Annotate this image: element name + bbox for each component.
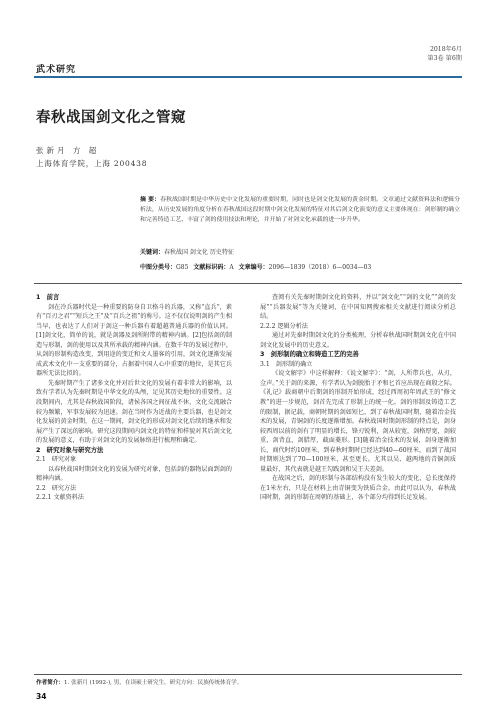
- body-column-left: [36, 293, 232, 503]
- doc-code-label: 文献标识码：: [193, 264, 230, 271]
- body-paragraph: 先秦时期产生了诸多文化并对后世文化的发展有着非常大的影响，以致有学者认为先秦时期是中华文化的头颅，足见其历史地位的重要性。这段期间内，尤其是春秋战国阶段，诸侯各国之间征战不休，文化交流融合较为频繁，军事发展较为迅速。剑在当时作为近战的主要兵器，也是剑文化发展的黄金时期，在这一期间，剑文化的形成对剑文化后续的继承和发展产生了深远的影响。研究这段期间内剑文化的特征和样貌对其后剑文化的发展的意义，有助于对剑文化的发展脉络进行梳理和确定。: [36, 379, 232, 445]
- footnote-text: 1. 张新月 (1992-), 男，在读硕士研究生，研究方向：民族传统体育学。: [63, 680, 243, 686]
- abstract-divider: [34, 283, 462, 284]
- issue-date: 2018年6月: [429, 46, 462, 53]
- footnote-divider: [34, 674, 462, 675]
- doc-code-value: A: [229, 264, 234, 271]
- subsection-heading: 2.1 研究对象: [36, 456, 77, 464]
- classification-line: [140, 262, 371, 271]
- body-paragraph: 剑在冷兵器时代是一种重要的防身自卫格斗的兵器，又称“直兵”，素有“百刃之君”“短兵之王”及“百兵之祖”的称号。这不仅仅说明剑的产生相当早，也表达了人们对于剑这一种兵器有着超越普通兵器的价值认同。[1]剑文化，简单的说，就是剑器及剑所附带的精神内涵。[2]包括剑的制造与形制，剑的使用以及其所承载的精神内涵。在数千年的发展过程中，从剑的形制构造改变，到用途的变迁和文人墨客的引用，剑文化逐渐发展成武术文化中一支重要的部分，占据着中国人心中重要的地位，是其它兵器所无法比拟的。: [36, 303, 232, 378]
- keywords-text: 春秋战国 剑文化 历史特征: [164, 249, 234, 256]
- journal-column-label: 武术研究: [36, 65, 77, 75]
- clc-label: 中图分类号：: [140, 264, 177, 271]
- author-footnote: [36, 678, 242, 686]
- subsection-heading: 2.2.1 文献资料法: [36, 494, 84, 502]
- page-number: 34: [36, 692, 47, 701]
- subsection-heading: 2.2.2 逻辑分析法: [260, 322, 308, 330]
- body-paragraph: 在战国之后，剑的形制与各部结构没有发生较大的变化，总长度保持在1米左右，只是在材料上由青铜变为铁质合金。由此可以认为，春秋战国时期，剑的形制在周朝的基础上，各个部分均得到长足发展。: [260, 475, 456, 502]
- article-title: 春秋战国剑文化之管窥: [36, 110, 186, 126]
- clc-value: G85: [176, 264, 189, 271]
- abstract-label: 摘 要：: [140, 197, 161, 203]
- article-id-label: 文章编号：: [238, 264, 269, 271]
- body-paragraph: 通过对先秦时期剑文化的分类梳理，分析春秋战国时期剑文化在中国剑文化发展中的历史意义。: [260, 332, 456, 349]
- issue-volume: 第3卷 第6期: [427, 55, 462, 62]
- issue-info: [427, 45, 462, 63]
- subsection-heading: 2.2 研究方法: [36, 484, 77, 492]
- footnote-label: 作者简介：: [36, 680, 64, 686]
- header-divider: [34, 76, 462, 78]
- abstract: [140, 196, 460, 225]
- body-paragraph: 查阅有关先秦时期剑文化的资料，并以“剑文化”“剑的文化”“剑的发展”“兵器发展”等为关键词，在中国知网搜索相关文献进行阅读分析总结。: [260, 294, 456, 321]
- section-heading: 2 研究对象与研究方法: [36, 446, 104, 454]
- section-heading: 3 剑形制的确立和铸造工艺的完善: [260, 351, 359, 359]
- article-id-value: 2096—1839（2018）6—0034—03: [268, 264, 372, 271]
- page-header: [0, 0, 496, 80]
- subsection-heading: 3.1 剑形制的确立: [260, 360, 313, 368]
- abstract-text: 春秋战国时期是中华历史中文化发展的重要时期，同时也是剑文化发展的黄金时期。文章通过文献资料法和逻辑分析法，从历史发展的角度分析在春秋战国这段时期中剑文化发展的特征对其后剑文化演变的意义主要体现在：剑形制的确立和完善铸造工艺、丰富了剑的使用技法和理论，并开始了对剑文化承载的进一步升华。: [140, 197, 460, 223]
- keywords-label: 关键词：: [140, 249, 165, 256]
- body-paragraph: 《说文解字》中这样解释：《说文解字》：“剑，人所带兵也，从刃，佥声。”关于剑的来源，有学者认为剑脱胎于矛和匕首应出现在商殷之际。《礼记》载商朝中后期剑的形制开始形成，经过西周初年周武王的“修文教”的进一步规范，剑首先完成了形制上的统一化。剑的形制及铸造工艺的限制，据记载，商朝时期的剑如短匕，到了春秋战国时期，随着冶金技术的发展，青铜剑的长度逐渐增加。春秋战国时期剑形制的特点是，剑身较西周以前的剑有了明显的增长，锋刃锐利，剑从较宽，剑格厚宽，剑较重，剑背直，剑腊厚，截面菱形。[3]随着冶金技术的发展，剑身逐渐加长，商代时约10厘米，到春秋时期时已经达到40—60厘米，而到了战国时期则达到了70—100厘米，甚至更长。尤其以吴、越两地的青铜剑质量最好，其代表就是越王勾践剑和吴王夫差剑。: [260, 370, 456, 473]
- body-paragraph: 以春秋战国时期剑文化的发展为研究对象，包括剑的器物层面到剑的精神内涵。: [36, 465, 232, 483]
- article-authors: 张新月 方 超: [36, 146, 100, 155]
- article-affiliation: 上海体育学院，上海 200438: [36, 159, 148, 168]
- section-heading: 1 前言: [36, 294, 60, 301]
- keywords: [140, 247, 234, 256]
- body-column-right: [260, 293, 456, 503]
